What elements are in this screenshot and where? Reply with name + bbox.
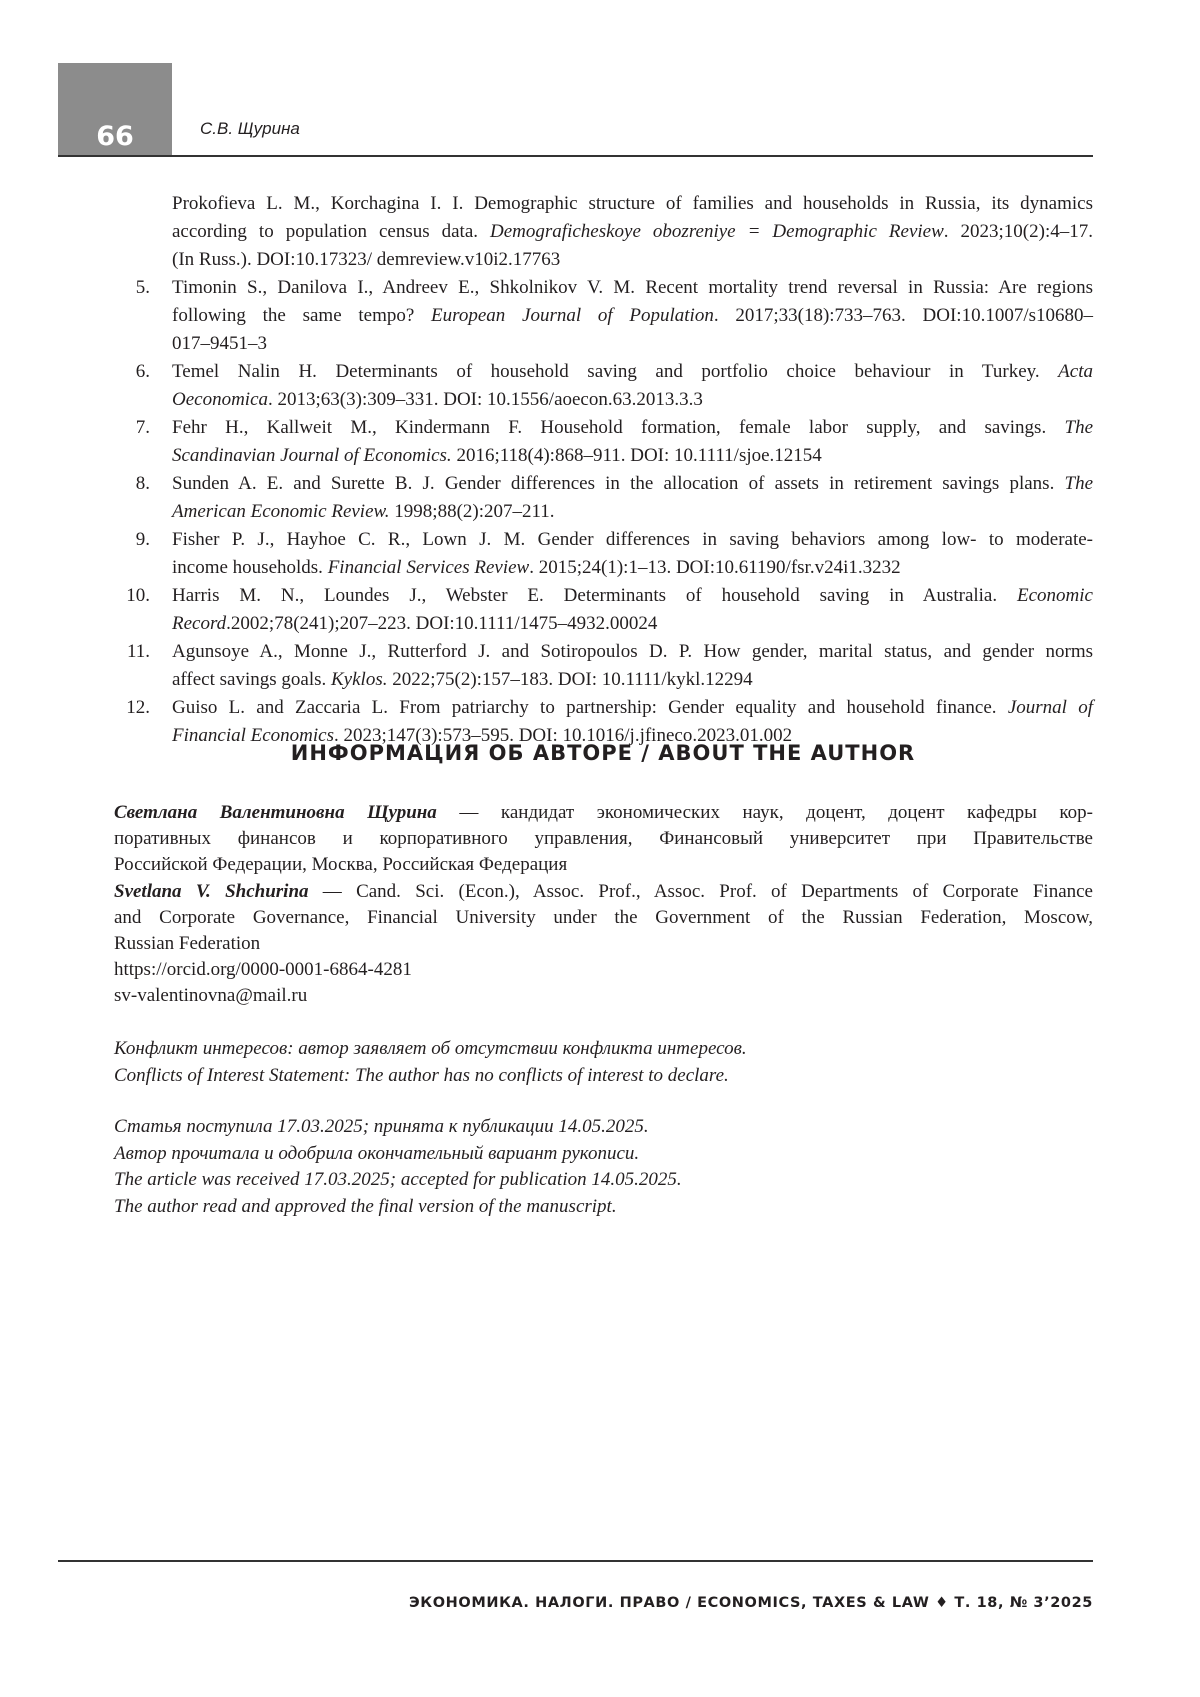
reference-text: Fehr H., Kallweit M., Kindermann F. Household formation, female labor supply, and savings.	[172, 417, 1065, 438]
author-text: — Cand. Sci. (Econ.), Assoc. Prof., Assoc. Prof. of Departments of Corporate Finance	[309, 881, 1093, 902]
journal-title: The	[1065, 417, 1094, 438]
journal-title: The	[1065, 473, 1094, 494]
dates-ru: Статья поступила 17.03.2025; принята к публикации 14.05.2025.	[114, 1114, 1014, 1141]
reference-text: .2002;78(241);207–223. DOI:10.1111/1475–4932.00024	[226, 613, 657, 634]
author-name: Svetlana V. Shchurina	[114, 881, 309, 902]
journal-title: Financial Services Review	[328, 557, 530, 578]
reference-number: 8.	[120, 470, 150, 498]
reference-line	[172, 302, 1093, 330]
author-line	[114, 826, 1093, 852]
approval-ru: Автор прочитала и одобрила окончательный вариант рукописи.	[114, 1141, 1014, 1168]
reference-item	[120, 638, 1093, 694]
reference-text: income households.	[172, 557, 328, 578]
reference-line	[172, 498, 1093, 526]
journal-title: Record	[172, 613, 226, 634]
reference-text: . 2013;63(3):309–331. DOI: 10.1556/aoecon.63.2013.3.3	[268, 389, 703, 410]
reference-line	[172, 442, 1093, 470]
author-info	[114, 800, 1093, 1010]
dates-en: The article was received 17.03.2025; accepted for publication 14.05.2025.	[114, 1167, 1014, 1194]
reference-number: 10.	[120, 582, 150, 610]
reference-text: according to population census data.	[172, 221, 490, 242]
journal-title: Economic	[1017, 585, 1093, 606]
journal-title: American Economic Review.	[172, 501, 390, 522]
reference-line	[172, 526, 1093, 554]
reference-line	[172, 610, 1093, 638]
reference-text: following the same tempo?	[172, 305, 431, 326]
reference-item	[120, 274, 1093, 358]
journal-title: Acta	[1058, 361, 1093, 382]
reference-line	[172, 246, 1093, 274]
author-text: Российской Федерации, Москва, Российская Федерация	[114, 854, 567, 875]
journal-title: Financial Economics	[172, 725, 334, 746]
reference-line	[172, 218, 1093, 246]
conflict-ru: Конфликт интересов: автор заявляет об отсутствии конфликта интересов.	[114, 1036, 1014, 1063]
journal-title: Scandinavian Journal of Economics.	[172, 445, 452, 466]
reference-item	[120, 358, 1093, 414]
reference-line	[172, 414, 1093, 442]
approval-en: The author read and approved the final version of the manuscript.	[114, 1194, 1014, 1221]
author-text: https://orcid.org/0000-0001-6864-4281	[114, 959, 412, 980]
author-text: sv-valentinovna@mail.ru	[114, 985, 307, 1006]
journal-title: Demograficheskoye obozreniye = Demographic Review	[490, 221, 944, 242]
reference-line	[172, 386, 1093, 414]
reference-number: 6.	[120, 358, 150, 386]
reference-text: 1998;88(2):207–211.	[390, 501, 555, 522]
reference-line	[172, 638, 1093, 666]
reference-text: Sunden A. E. and Surette B. J. Gender differences in the allocation of assets in retirement savings plans.	[172, 473, 1065, 494]
conflict-en: Conflicts of Interest Statement: The author has no conflicts of interest to declare.	[114, 1063, 1014, 1090]
reference-text: Temel Nalin H. Determinants of household saving and portfolio choice behaviour in Turkey.	[172, 361, 1058, 382]
journal-footer: ЭКОНОМИКА. НАЛОГИ. ПРАВО / ECONOMICS, TAXES & LAW ♦ Т. 18, № 3’2025	[409, 1595, 1093, 1611]
reference-text: affect savings goals.	[172, 669, 331, 690]
reference-item	[120, 414, 1093, 470]
author-line	[114, 957, 1093, 983]
footer-rule	[58, 1560, 1093, 1562]
reference-item	[120, 470, 1093, 526]
about-author-heading: ИНФОРМАЦИЯ ОБ АВТОРЕ / ABOUT THE AUTHOR	[0, 741, 1200, 765]
reference-line	[172, 190, 1093, 218]
running-head-author: С.В. Щурина	[200, 119, 300, 139]
page-number: 66	[58, 121, 172, 152]
reference-text: Prokofieva L. M., Korchagina I. I. Demographic structure of families and households in Russia, its dynamics	[172, 193, 1093, 214]
reference-line	[172, 666, 1093, 694]
author-name: Светлана Валентиновна Щурина	[114, 802, 437, 823]
reference-text: Guiso L. and Zaccaria L. From patriarchy to partnership: Gender equality and household finance.	[172, 697, 1008, 718]
reference-line	[172, 582, 1093, 610]
author-text: Russian Federation	[114, 933, 260, 954]
journal-title: European Journal of Population	[431, 305, 714, 326]
author-line	[114, 852, 1093, 878]
author-line	[114, 879, 1093, 905]
author-line	[114, 931, 1093, 957]
reference-number: 7.	[120, 414, 150, 442]
article-dates	[114, 1114, 1014, 1220]
reference-text: . 2023;10(2):4–17.	[944, 221, 1093, 242]
reference-text: 2016;118(4):868–911. DOI: 10.1111/sjoe.12154	[452, 445, 822, 466]
author-text: поративных финансов и корпоративного управления, Финансовый университет при Правительстве	[114, 828, 1093, 849]
reference-line	[172, 694, 1093, 722]
reference-item	[120, 190, 1093, 274]
reference-text: Timonin S., Danilova I., Andreev E., Shkolnikov V. M. Recent mortality trend reversal in Russia: Are regions	[172, 277, 1093, 298]
reference-item	[120, 526, 1093, 582]
reference-text: . 2015;24(1):1–13. DOI:10.61190/fsr.v24i1.3232	[529, 557, 900, 578]
reference-item	[120, 582, 1093, 638]
author-line	[114, 905, 1093, 931]
reference-line	[172, 330, 1093, 358]
author-text: — кандидат экономических наук, доцент, доцент кафедры кор-	[437, 802, 1093, 823]
reference-line	[172, 274, 1093, 302]
reference-text: Agunsoye A., Monne J., Rutterford J. and Sotiropoulos D. P. How gender, marital status, and gender norms	[172, 641, 1093, 662]
reference-number: 11.	[120, 638, 150, 666]
header-rule	[58, 155, 1093, 157]
author-text: and Corporate Governance, Financial University under the Government of the Russian Federation, Moscow,	[114, 907, 1093, 928]
page-number-box	[58, 63, 172, 156]
author-line	[114, 800, 1093, 826]
reference-number: 5.	[120, 274, 150, 302]
reference-text: Harris M. N., Loundes J., Webster E. Determinants of household saving in Australia.	[172, 585, 1017, 606]
reference-text: Fisher P. J., Hayhoe C. R., Lown J. M. Gender differences in saving behaviors among low- to moderate-	[172, 529, 1093, 550]
reference-text: . 2023;147(3):573–595. DOI: 10.1016/j.jfineco.2023.01.002	[334, 725, 792, 746]
author-line	[114, 983, 1093, 1009]
reference-line	[172, 358, 1093, 386]
reference-number: 12.	[120, 694, 150, 722]
reference-number: 9.	[120, 526, 150, 554]
reference-line	[172, 554, 1093, 582]
reference-text: . 2017;33(18):733–763. DOI:10.1007/s10680–	[714, 305, 1093, 326]
journal-title: Journal of	[1008, 697, 1093, 718]
reference-list	[120, 190, 1093, 750]
reference-text: 017–9451–3	[172, 333, 267, 354]
reference-text: 2022;75(2):157–183. DOI: 10.1111/kykl.12294	[387, 669, 752, 690]
journal-title: Oeconomica	[172, 389, 268, 410]
journal-title: Kyklos.	[331, 669, 387, 690]
reference-line	[172, 470, 1093, 498]
conflict-statement	[114, 1036, 1014, 1089]
reference-text: (In Russ.). DOI:10.17323/ demreview.v10i2.17763	[172, 249, 560, 270]
